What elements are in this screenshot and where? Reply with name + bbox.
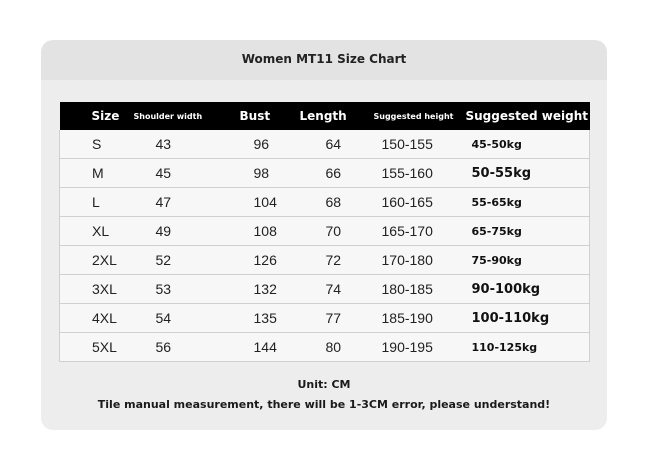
cell-suggested-height: 165-170 [366,217,458,246]
table-row [60,246,590,275]
cell-shoulder-width: 56 [122,333,218,362]
table-row [60,304,590,333]
cell-suggested-height: 180-185 [366,275,458,304]
cell-bust: 104 [218,188,290,217]
cell-length: 72 [290,246,366,275]
cell-suggested-height: 190-195 [366,333,458,362]
header-length: Length [290,102,366,130]
cell-size: 2XL [60,246,122,275]
cell-suggested-height: 150-155 [366,130,458,159]
cell-shoulder-width: 45 [122,159,218,188]
cell-bust: 132 [218,275,290,304]
cell-size: 3XL [60,275,122,304]
size-table [59,102,590,362]
cell-bust: 108 [218,217,290,246]
table-row [60,130,590,159]
cell-size: 4XL [60,304,122,333]
cell-bust: 126 [218,246,290,275]
cell-length: 70 [290,217,366,246]
table-header-row [60,102,590,130]
cell-suggested-height: 170-180 [366,246,458,275]
size-chart-panel [41,40,607,430]
cell-suggested-weight: 100-110kg [458,304,590,333]
header-shoulder-width: Shoulder width [122,102,218,130]
cell-shoulder-width: 43 [122,130,218,159]
cell-suggested-height: 155-160 [366,159,458,188]
cell-length: 64 [290,130,366,159]
measurement-note: Tile manual measurement, there will be 1-3CM error, please understand! [97,398,551,411]
cell-size: L [60,188,122,217]
cell-suggested-height: 185-190 [366,304,458,333]
table-row [60,333,590,362]
cell-bust: 135 [218,304,290,333]
cell-suggested-weight: 50-55kg [458,159,590,188]
unit-label: Unit: CM [297,378,351,391]
header-suggested-weight: Suggested weight [458,102,590,130]
header-suggested-height: Suggested height [366,102,458,130]
table-row [60,188,590,217]
cell-suggested-weight: 75-90kg [458,246,590,275]
cell-suggested-weight: 65-75kg [458,217,590,246]
header-bust: Bust [218,102,290,130]
cell-length: 77 [290,304,366,333]
cell-bust: 144 [218,333,290,362]
chart-title: Women MT11 Size Chart [41,40,607,80]
cell-size: M [60,159,122,188]
cell-size: XL [60,217,122,246]
table-row [60,159,590,188]
cell-length: 68 [290,188,366,217]
table-row [60,275,590,304]
cell-size: 5XL [60,333,122,362]
cell-length: 66 [290,159,366,188]
cell-suggested-weight: 110-125kg [458,333,590,362]
cell-shoulder-width: 54 [122,304,218,333]
header-size: Size [60,102,122,130]
table-row [60,217,590,246]
cell-shoulder-width: 52 [122,246,218,275]
cell-shoulder-width: 47 [122,188,218,217]
cell-suggested-weight: 45-50kg [458,130,590,159]
cell-bust: 98 [218,159,290,188]
cell-shoulder-width: 53 [122,275,218,304]
cell-suggested-weight: 55-65kg [458,188,590,217]
cell-length: 74 [290,275,366,304]
cell-bust: 96 [218,130,290,159]
cell-length: 80 [290,333,366,362]
cell-suggested-height: 160-165 [366,188,458,217]
cell-suggested-weight: 90-100kg [458,275,590,304]
cell-size: S [60,130,122,159]
cell-shoulder-width: 49 [122,217,218,246]
